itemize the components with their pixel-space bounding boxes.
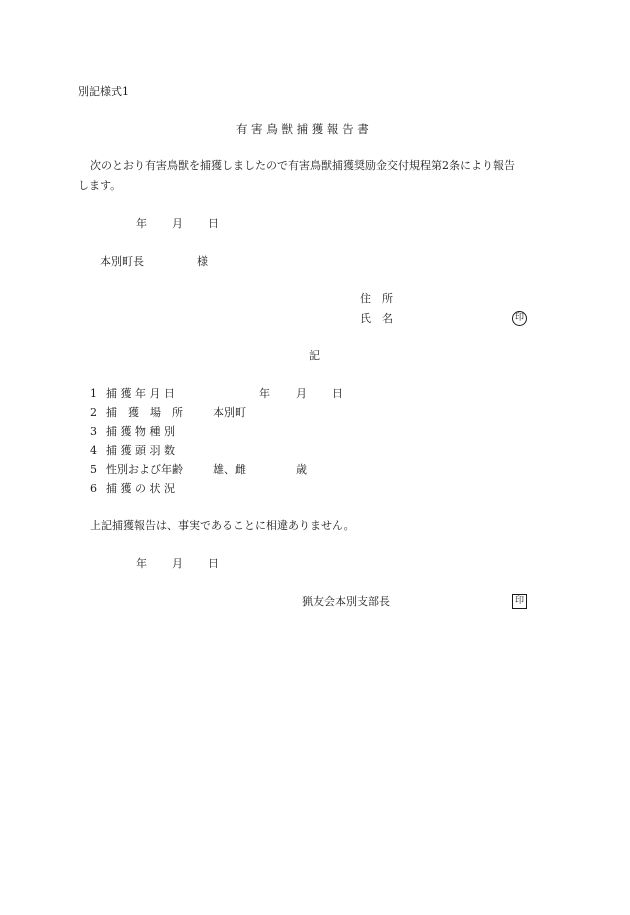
item-label: 捕 獲 の 状 況	[106, 482, 175, 495]
certifier-seal-mark: 印	[512, 594, 527, 609]
certifier-title: 猟友会本別支部長	[302, 595, 390, 608]
capture-date-year: 年	[259, 387, 270, 400]
date-day-label: 日	[208, 217, 219, 230]
item-label: 捕 獲 場 所	[106, 406, 183, 419]
item-label: 捕 獲 物 種 別	[106, 425, 175, 438]
item-number: 3	[90, 425, 97, 438]
date-year-label: 年	[136, 217, 147, 230]
form-label: 別記様式1	[78, 85, 129, 98]
name-label: 氏 名	[360, 312, 393, 325]
address-label: 住 所	[360, 292, 393, 305]
ki-heading: 記	[309, 349, 320, 362]
intro-text-line1: 次のとおり有害鳥獣を捕獲しましたので有害鳥獣捕獲奨励金交付規程第2条により報告	[90, 159, 515, 172]
capture-location-value: 本別町	[213, 406, 246, 419]
item-number: 5	[90, 463, 97, 476]
item-number: 1	[90, 387, 97, 400]
item-label: 性別および年齢	[106, 463, 183, 476]
document-title: 有 害 鳥 獣 捕 獲 報 告 書	[236, 122, 369, 136]
date-year-label: 年	[136, 557, 147, 570]
sex-value: 雄、雌	[213, 463, 246, 476]
item-label: 捕 獲 年 月 日	[106, 387, 175, 400]
addressee-name: 本別町長	[100, 255, 144, 268]
addressee-honorific: 様	[197, 255, 208, 268]
age-unit: 歳	[296, 463, 307, 476]
confirmation-text: 上記捕獲報告は、事実であることに相違ありません。	[90, 519, 355, 532]
capture-date-day: 日	[332, 387, 343, 400]
intro-text-line2: します。	[78, 179, 122, 192]
date-month-label: 月	[172, 217, 183, 230]
capture-date-month: 月	[296, 387, 307, 400]
item-number: 2	[90, 406, 97, 419]
item-label: 捕 獲 頭 羽 数	[106, 444, 175, 457]
item-number: 4	[90, 444, 97, 457]
date-day-label: 日	[208, 557, 219, 570]
seal-mark: 印	[512, 311, 527, 326]
item-number: 6	[90, 482, 97, 495]
date-month-label: 月	[172, 557, 183, 570]
